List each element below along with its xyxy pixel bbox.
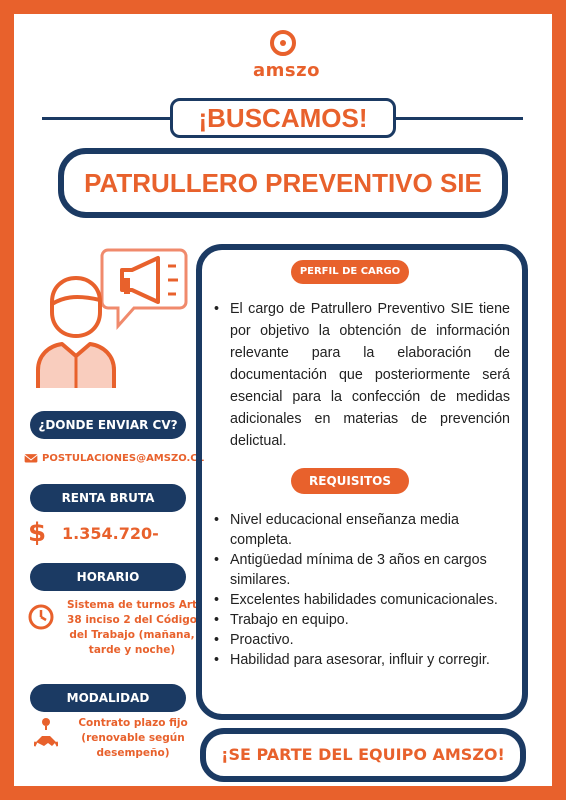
modality-row: [30, 716, 206, 772]
list-item: • Habilidad para asesorar, influir y corregir.: [214, 650, 510, 670]
frame-left: [0, 0, 14, 800]
brand-logo: [253, 30, 320, 92]
profile-description: [214, 298, 510, 452]
megaphone-person-illustration: [30, 240, 200, 390]
requirements-list: [214, 510, 510, 670]
cta-banner: ¡SE PARTE DEL EQUIPO AMSZO!: [200, 728, 526, 782]
schedule-label: HORARIO: [30, 563, 186, 591]
list-item: • Proactivo.: [214, 630, 510, 650]
header-divider-left: [42, 117, 170, 120]
schedule-text: Sistema de turnos Art 38 inciso 2 del Código del Trabajo (mañana, tarde y noche): [66, 599, 198, 656]
email-row: [24, 448, 204, 468]
email-icon: [24, 450, 38, 466]
list-item: • Trabajo en equipo.: [214, 610, 510, 630]
list-item: • Excelentes habilidades comunicacionales.: [214, 590, 510, 610]
header-divider-right: [395, 117, 523, 120]
bullet: •: [214, 301, 220, 317]
cv-label: ¿DONDE ENVIAR CV?: [30, 411, 186, 439]
list-item: • Nivel educacional enseñanza media completa.: [214, 510, 510, 550]
frame-right: [552, 0, 566, 800]
salary-row: [28, 518, 198, 548]
profile-label: PERFIL DE CARGO: [291, 260, 409, 284]
profile-text: El cargo de Patrullero Preventivo SIE tiene por objetivo la obtención de información relevante para la elaboración de documentación que posteriormente será esencial para la confección de medidas adicionales en materias de prevención delictual.: [230, 301, 510, 449]
job-title: PATRULLERO PREVENTIVO SIE: [58, 148, 508, 218]
salary-label: RENTA BRUTA: [30, 484, 186, 512]
modality-label: MODALIDAD: [30, 684, 186, 712]
target-logo-icon: [270, 30, 296, 56]
schedule-row: [22, 598, 206, 676]
frame-bottom: [0, 786, 566, 800]
list-item: • Antigüedad mínima de 3 años en cargos similares.: [214, 550, 510, 590]
buscamos-heading: ¡BUSCAMOS!: [170, 98, 396, 138]
modality-text: Contrato plazo fijo (renovable según desempeño): [78, 717, 188, 759]
clock-icon: [28, 604, 54, 630]
brand-name: amszo: [253, 60, 320, 81]
requirements-label: REQUISITOS: [291, 468, 409, 494]
email-link[interactable]: POSTULACIONES@AMSZO.CL: [42, 452, 204, 464]
handshake-icon: [34, 716, 58, 760]
dollar-icon: $: [28, 518, 47, 548]
frame-top: [0, 0, 566, 14]
salary-value: 1.354.720-: [62, 523, 159, 543]
megaphone-icon: [102, 250, 186, 326]
